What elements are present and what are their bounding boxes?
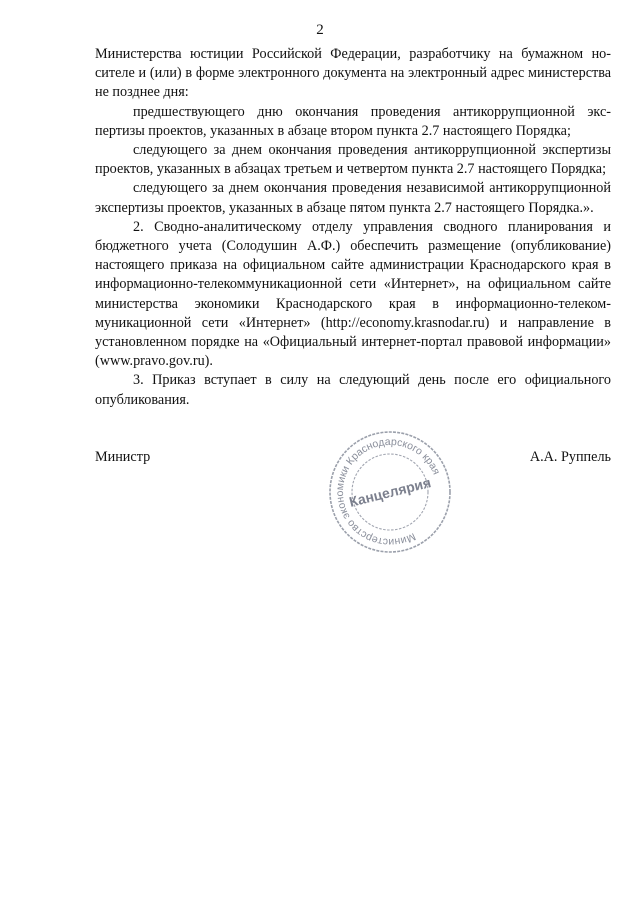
page-number: 2	[316, 22, 324, 38]
office-stamp	[326, 428, 454, 556]
stamp-center-text: Канцелярия	[347, 474, 433, 510]
paragraph-item-2: следующего за днем окончания проведения антикоррупционной экспертизы проектов, указанных в абзацах третьем и четвертом пункта 2.7 настоящего Порядка;	[95, 142, 611, 178]
signer-position: Министр	[95, 449, 151, 465]
paragraph-item-3: следующего за днем окончания проведения независимой антикоррупционной экспертизы проектов, указанных в абзаце пятом пункта 2.7 настоящего Порядка.».	[95, 180, 611, 216]
paragraph-item-1: предшествующего дню окончания проведения антикоррупционной экспертизы проектов, указанных в абзаце втором пункта 2.7 настоящего Порядка;	[95, 103, 611, 139]
paragraph-continuation: Министерства юстиции Российской Федерации, разработчику на бумажном носителе и (или) в форме электронного документа на электронный адрес министерства не позднее дня:	[95, 46, 611, 101]
signer-name: А.А. Руппель	[529, 449, 611, 465]
paragraph-clause-2: 2. Сводно-аналитическому отделу управления сводного планирования и бюджетного учета (Солодушин А.Ф.) обеспечить размещение (опубликование) настоящего приказа на официальном сайте администрации Краснодарского края в информационно-телекоммуникационной сети «Интернет», на официальном сайте министерства экономики Краснодарского края в информационно-телекоммуникационной сети «Интернет» (http://economy.krasnodar.ru) и направление в установленном порядке на «Официальный интернет-портал правовой информации» (www.pravo.gov.ru).	[95, 218, 611, 370]
document-body	[95, 45, 611, 410]
stamp-ring-text-path: Министерство экономики Краснодарского края	[333, 435, 443, 549]
paragraph-clause-3: 3. Приказ вступает в силу на следующий день после его официального опубликования.	[95, 372, 611, 408]
